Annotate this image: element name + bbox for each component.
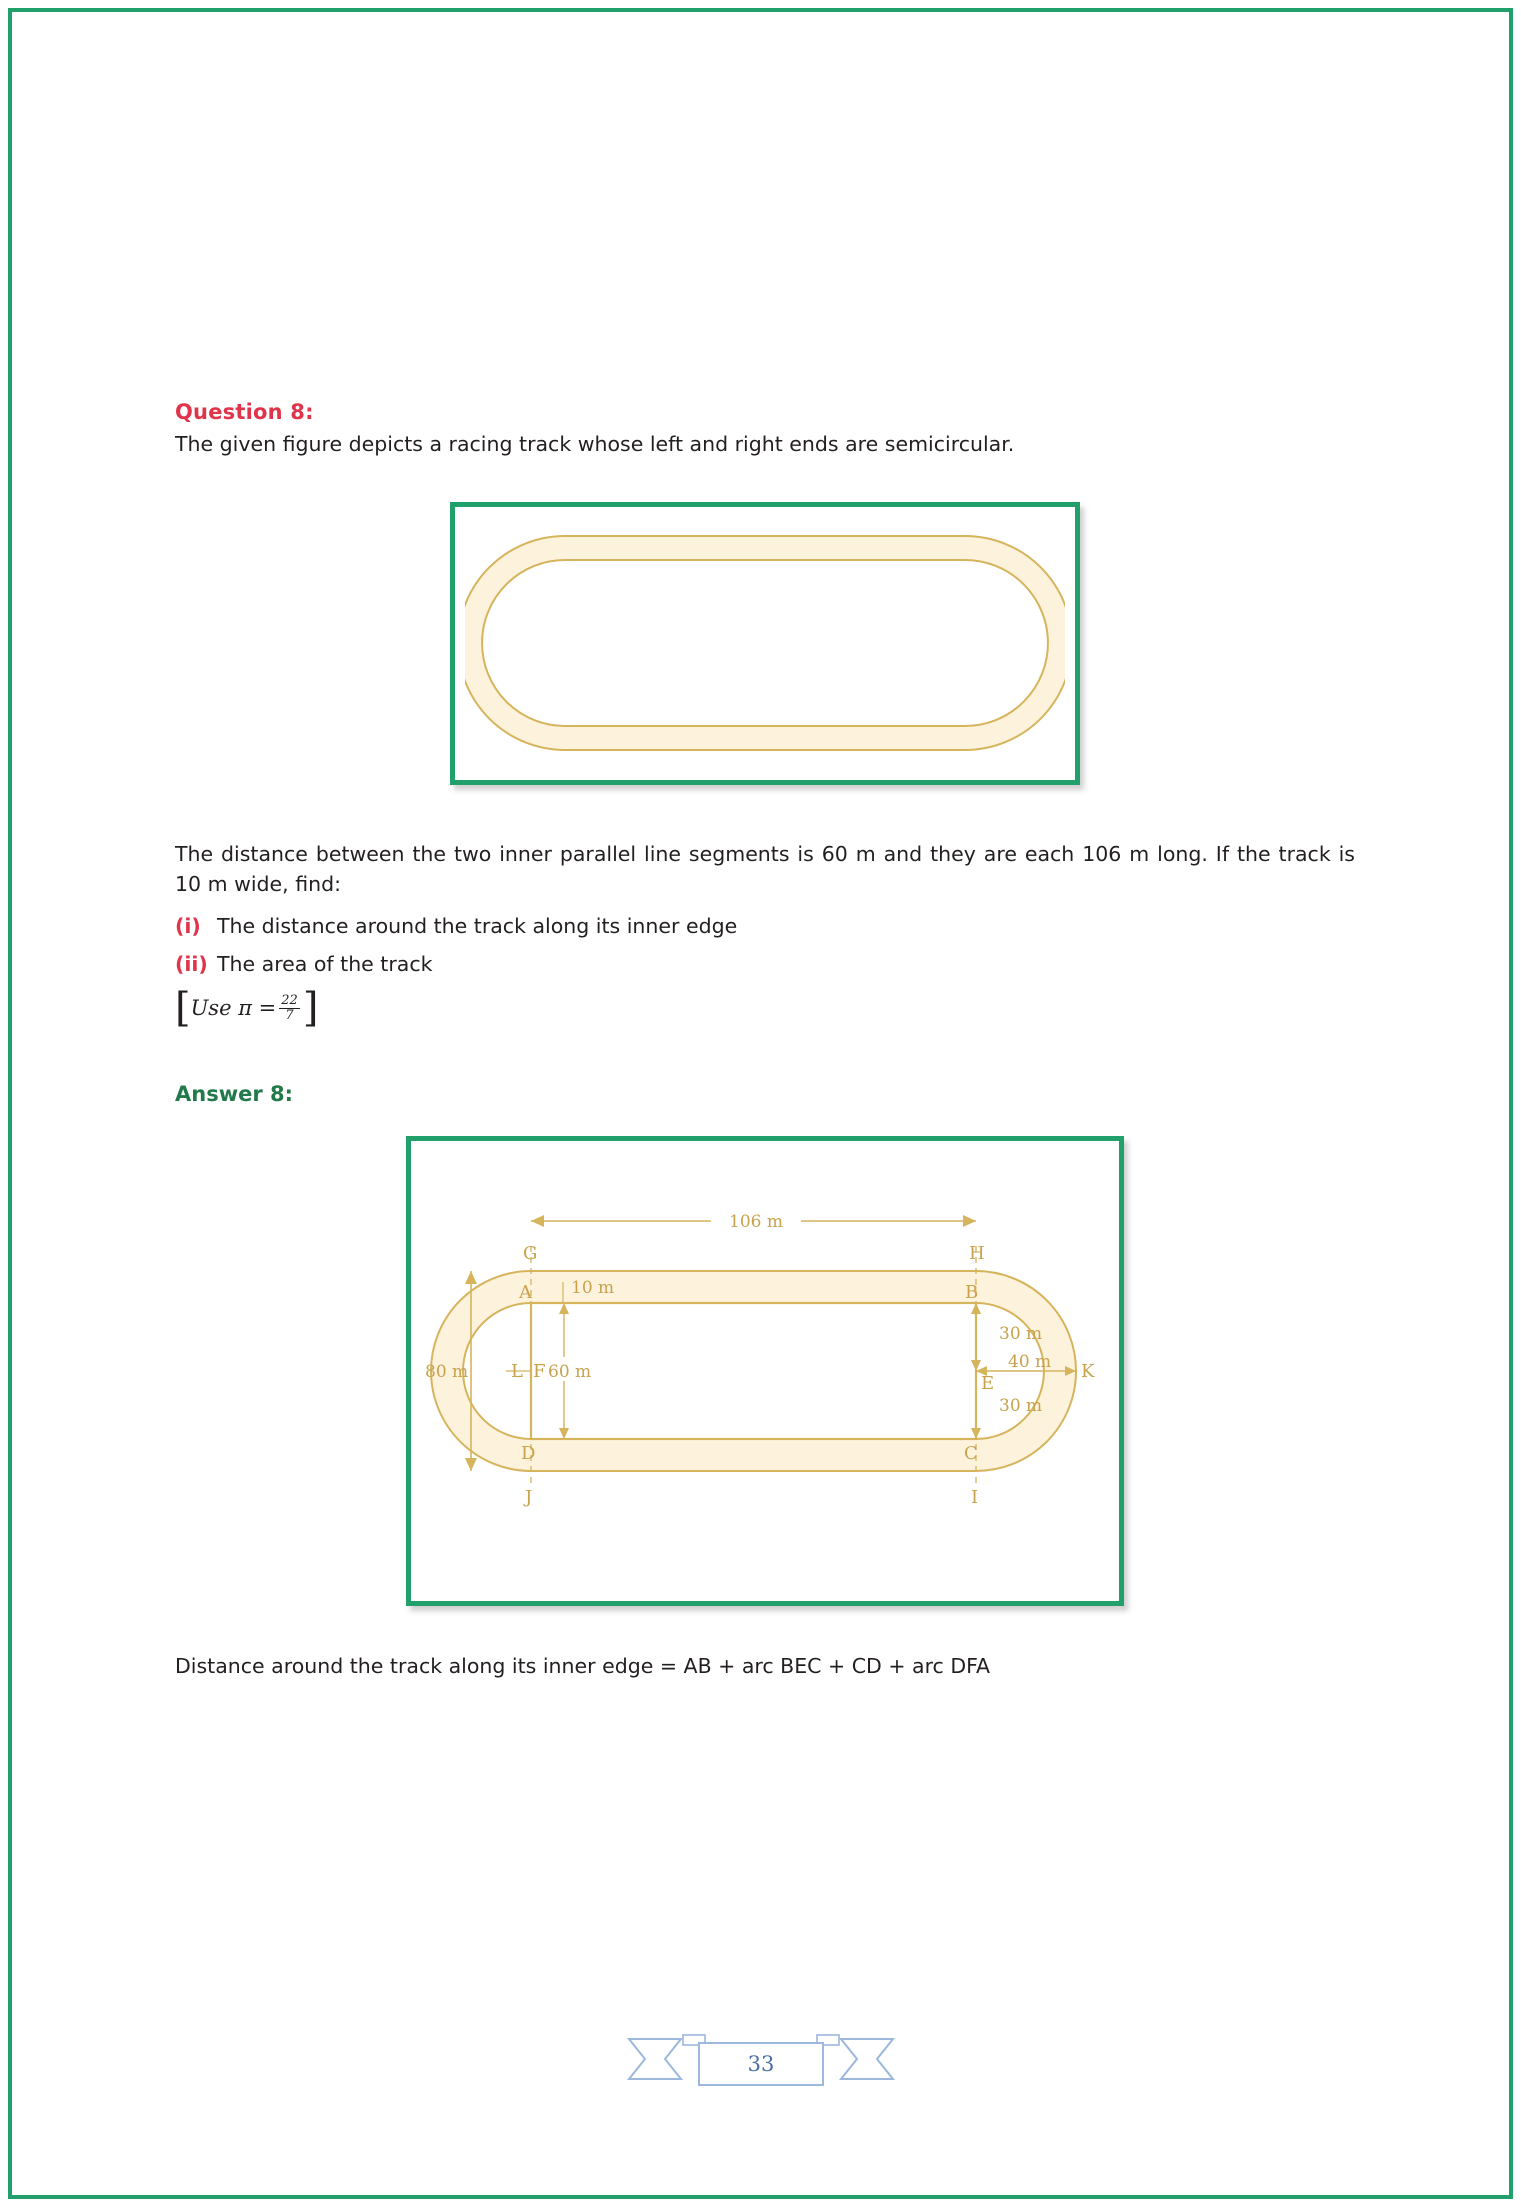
problem-paragraph: The distance between the two inner parallel line segments is 60 m and they are each 106 m long. If the track is 10 m wide, find: xyxy=(175,841,1355,897)
formula-denominator: 7 xyxy=(285,1007,294,1023)
figure-1-wrapper xyxy=(175,502,1355,785)
point-F: F xyxy=(533,1361,546,1383)
point-L: L xyxy=(511,1361,523,1383)
label-80m: 80 m xyxy=(425,1362,469,1383)
point-K: K xyxy=(1081,1361,1095,1383)
label-10m: 10 m xyxy=(571,1278,615,1299)
point-J: J xyxy=(525,1487,533,1509)
labelled-track-diagram xyxy=(411,1141,1119,1601)
point-A: A xyxy=(519,1282,532,1304)
point-B: B xyxy=(965,1282,979,1304)
formula-open-bracket: [ xyxy=(175,985,191,1032)
page-number: 33 xyxy=(747,2052,774,2076)
page-footer xyxy=(0,2027,1521,2102)
point-C: C xyxy=(964,1443,978,1465)
formula-fraction xyxy=(279,994,300,1022)
answer-closing-line: Distance around the track along its inner edge = AB + arc BEC + CD + arc DFA xyxy=(175,1654,991,1679)
racing-track-diagram xyxy=(465,518,1065,768)
point-D: D xyxy=(521,1443,536,1465)
figure-2-labelled-track xyxy=(406,1136,1124,1606)
problem-item-i xyxy=(175,914,1355,938)
label-30m-bottom: 30 m xyxy=(999,1396,1043,1417)
label-40m: 40 m xyxy=(1008,1352,1052,1373)
label-106m: 106 m xyxy=(729,1212,783,1233)
item-i-text: The distance around the track along its inner edge xyxy=(217,914,738,939)
point-I: I xyxy=(971,1487,979,1509)
ribbon-icon xyxy=(621,2027,901,2102)
figure-2-wrapper xyxy=(175,1136,1355,1606)
formula-close-bracket: ] xyxy=(302,985,319,1032)
formula-numerator: 22 xyxy=(281,993,298,1009)
label-30m-top: 30 m xyxy=(999,1324,1043,1345)
point-E: E xyxy=(981,1373,995,1395)
item-ii-marker: (ii) xyxy=(175,952,208,977)
formula-lead: Use π = xyxy=(190,996,277,1021)
question-label: Question 8: xyxy=(175,400,314,424)
item-i-marker: (i) xyxy=(175,914,201,939)
document-content xyxy=(175,400,1355,1678)
point-G: G xyxy=(523,1243,538,1265)
answer-label: Answer 8: xyxy=(175,1082,294,1107)
point-H: H xyxy=(969,1243,985,1265)
label-60m: 60 m xyxy=(548,1362,592,1383)
item-ii-text: The area of the track xyxy=(217,952,433,977)
figure-1-racing-track xyxy=(450,502,1080,785)
question-text: The given figure depicts a racing track whose left and right ends are semicircular. xyxy=(175,432,1015,456)
pi-value-formula xyxy=(175,985,1355,1032)
problem-item-ii xyxy=(175,952,1355,976)
